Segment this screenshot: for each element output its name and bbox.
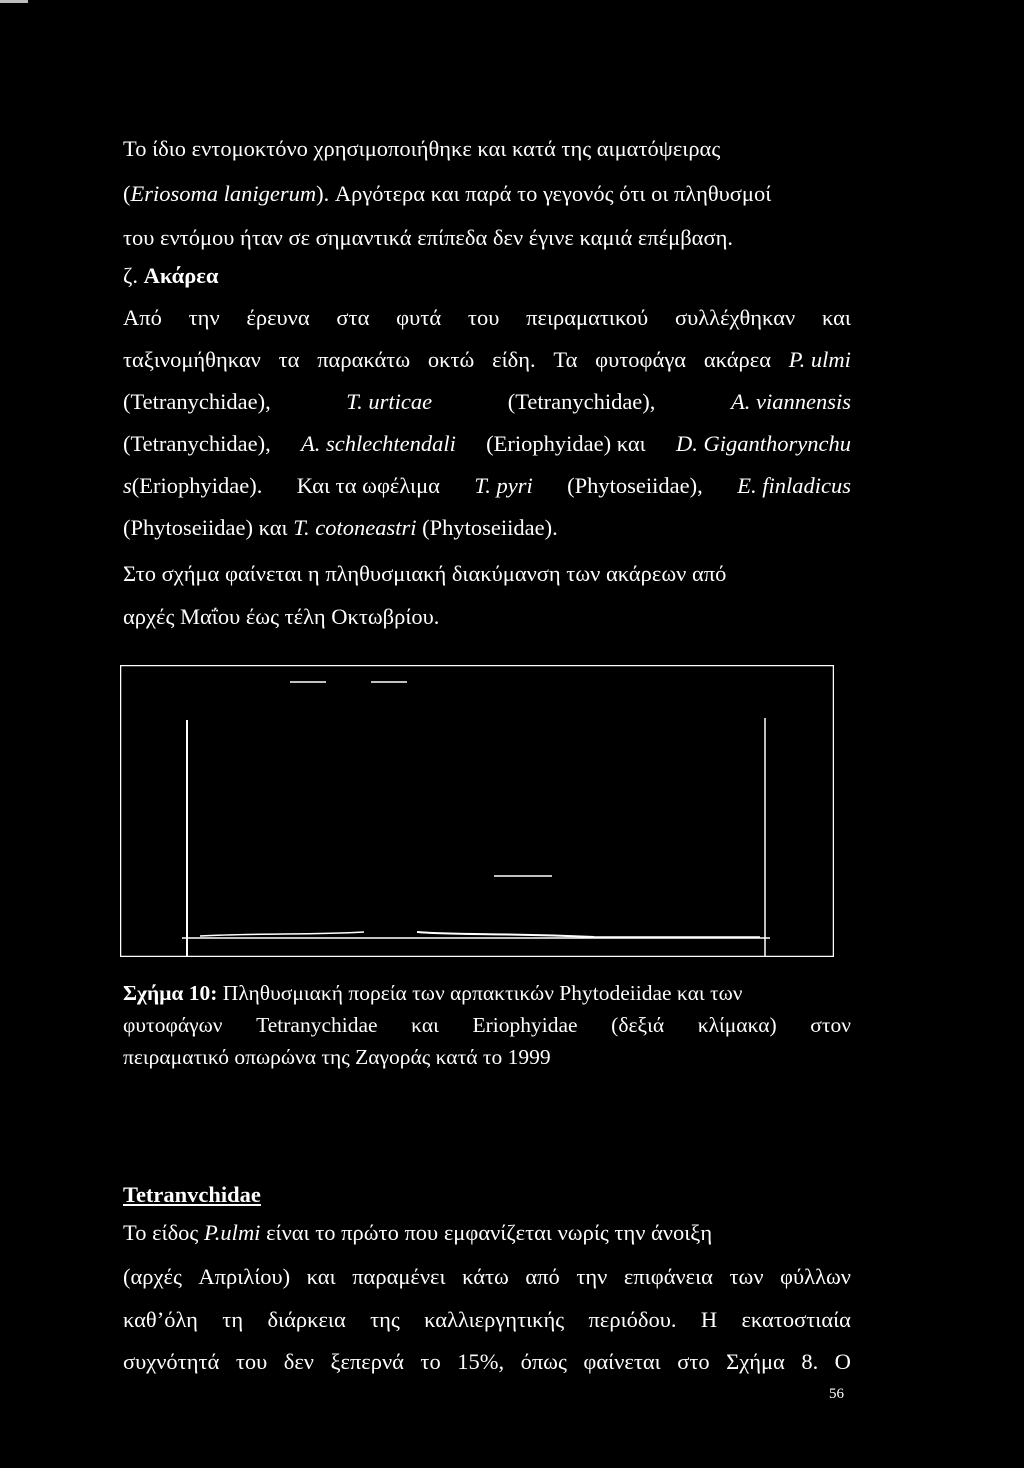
word: ακάρεα <box>703 347 772 372</box>
paragraph-1-line-1: Το ίδιο εντομοκτόνο χρησιμοποιήθηκε και κατά της αιματόψειρας <box>123 136 721 161</box>
species-name: T. urticae <box>346 389 433 414</box>
word: παρακάτω <box>317 347 411 372</box>
word: από <box>525 1264 560 1289</box>
series-baseline-2 <box>417 932 594 937</box>
word: 15%, <box>457 1349 505 1374</box>
word: Από <box>123 305 162 330</box>
word: επιφάνεια <box>623 1264 713 1289</box>
word: Ο <box>834 1349 851 1374</box>
word: το <box>420 1349 441 1374</box>
paragraph-3-line-1 <box>123 1219 851 1247</box>
paragraph-2-line-5 <box>123 472 851 500</box>
top-rule <box>0 0 28 3</box>
word: 8. <box>801 1349 819 1374</box>
word: Απριλίου) <box>198 1264 291 1289</box>
species-name: P.ulmi <box>203 1220 261 1245</box>
word: όπως <box>520 1349 567 1374</box>
word: ταξινομήθηκαν <box>123 347 261 372</box>
word: Tetranychidae <box>256 1013 378 1037</box>
paragraph-2-line-3 <box>123 388 851 416</box>
word: (δεξιά <box>611 1013 665 1037</box>
section-title: Ακάρεα <box>143 263 219 288</box>
species-name: A. schlechtendali <box>300 431 456 456</box>
family-name: (Phytoseiidae), <box>567 473 703 498</box>
paragraph-2-line-8: αρχές Μαΐου έως τέλη Οκτωβρίου. <box>123 604 440 629</box>
word: Eriophyidae <box>472 1013 578 1037</box>
word: συχνότητά <box>123 1349 220 1374</box>
page-number: 56 <box>829 1386 844 1402</box>
paragraph-2-line-4 <box>123 430 851 458</box>
paragraph-2-line-7: Στο σχήμα φαίνεται η πληθυσμιακή διακύμανση των ακάρεων από <box>123 561 727 586</box>
word: της <box>370 1307 400 1332</box>
species-name: E. finladicus <box>737 473 851 498</box>
caption-line-1 <box>123 979 851 1007</box>
word: ξεπερνά <box>330 1349 404 1374</box>
paragraph-1-line-2 <box>123 180 851 208</box>
subsection-heading: Tetranvchidae <box>123 1182 261 1207</box>
word: του <box>235 1349 268 1374</box>
text: (Phytoseiidae) και <box>123 515 288 540</box>
text: ). Αργότερα και παρά το γεγονός ότι οι πληθυσμοί <box>316 181 772 206</box>
paragraph-2-line-1 <box>123 304 851 332</box>
word: Η <box>700 1307 718 1332</box>
word: έρευνα <box>246 305 310 330</box>
species-name: D. Giganthorynchu <box>675 431 851 456</box>
species-name: T. cotoneastri <box>293 515 417 540</box>
word: κάτω <box>462 1264 509 1289</box>
text: Το είδος <box>123 1220 199 1245</box>
word: (αρχές <box>123 1264 182 1289</box>
word: στο <box>677 1349 710 1374</box>
paragraph-2-line-6 <box>123 514 851 542</box>
text: (Eriophyidae) και <box>486 431 646 456</box>
paren: ( <box>123 181 131 206</box>
caption-label: Σχήμα 10: <box>123 981 218 1005</box>
caption-text: Πληθυσμιακή πορεία των αρπακτικών Phytodeiidae και των <box>222 981 743 1005</box>
word: του <box>467 305 500 330</box>
word: των <box>729 1264 764 1289</box>
word: φαίνεται <box>583 1349 661 1374</box>
word: και <box>821 305 851 330</box>
word: φυτά <box>396 305 442 330</box>
word: φυτοφάγα <box>595 347 687 372</box>
species-name: P. ulmi <box>788 347 851 372</box>
text: Και τα ωφέλιμα <box>296 473 440 498</box>
word: είδη. <box>492 347 536 372</box>
word: Τα <box>553 347 578 372</box>
word: την <box>576 1264 608 1289</box>
species-name: T. pyri <box>474 473 533 498</box>
family-name: (Tetranychidae), <box>123 431 271 456</box>
section-prefix: ζ. <box>123 263 144 288</box>
word: δεν <box>283 1349 314 1374</box>
family-name: (Phytoseiidae). <box>422 515 558 540</box>
word: καλλιεργητικής <box>424 1307 565 1332</box>
species-name: A. viannensis <box>731 389 851 414</box>
word: και <box>411 1013 439 1037</box>
figure-10-chart <box>120 665 834 957</box>
family-name: (Tetranychidae), <box>507 389 656 414</box>
word: εκατοστιαία <box>741 1307 851 1332</box>
word: τη <box>222 1307 244 1332</box>
word: και <box>306 1264 336 1289</box>
paragraph-3-line-2 <box>123 1263 851 1291</box>
family-name: (Tetranychidae), <box>123 389 271 414</box>
word: κλίμακα) <box>697 1013 777 1037</box>
text: είναι το πρώτο που εμφανίζεται νωρίς την άνοιξη <box>266 1220 713 1245</box>
word: παραμένει <box>352 1264 446 1289</box>
word: περιόδου. <box>588 1307 677 1332</box>
word: φυτοφάγων <box>123 1013 223 1037</box>
word: καθ’όλη <box>123 1307 198 1332</box>
word: φύλλων <box>780 1264 851 1289</box>
paragraph-1-line-3: του εντόμου ήταν σε σημαντικά επίπεδα δεν έγινε καμιά επέμβαση. <box>123 225 733 250</box>
species-name: Eriosoma lanigerum <box>130 181 317 206</box>
word: την <box>188 305 220 330</box>
word: στον <box>810 1013 851 1037</box>
section-heading <box>123 262 851 290</box>
series-baseline-1 <box>200 932 364 936</box>
paragraph-2-line-2 <box>123 346 851 374</box>
caption-line-2 <box>123 1011 851 1039</box>
word: συλλέχθηκαν <box>674 305 796 330</box>
species-fragment: s(Eriophyidae). <box>123 473 263 498</box>
caption-line-3: πειραματικό οπωρώνα της Ζαγοράς κατά το 1999 <box>123 1045 551 1069</box>
word: οκτώ <box>427 347 475 372</box>
word: στα <box>336 305 370 330</box>
paragraph-3-line-3 <box>123 1306 851 1334</box>
paragraph-3-line-4 <box>123 1348 851 1376</box>
word: τα <box>278 347 300 372</box>
word: Σχήμα <box>726 1349 785 1374</box>
word: διάρκεια <box>267 1307 346 1332</box>
word: πειραματικού <box>526 305 649 330</box>
